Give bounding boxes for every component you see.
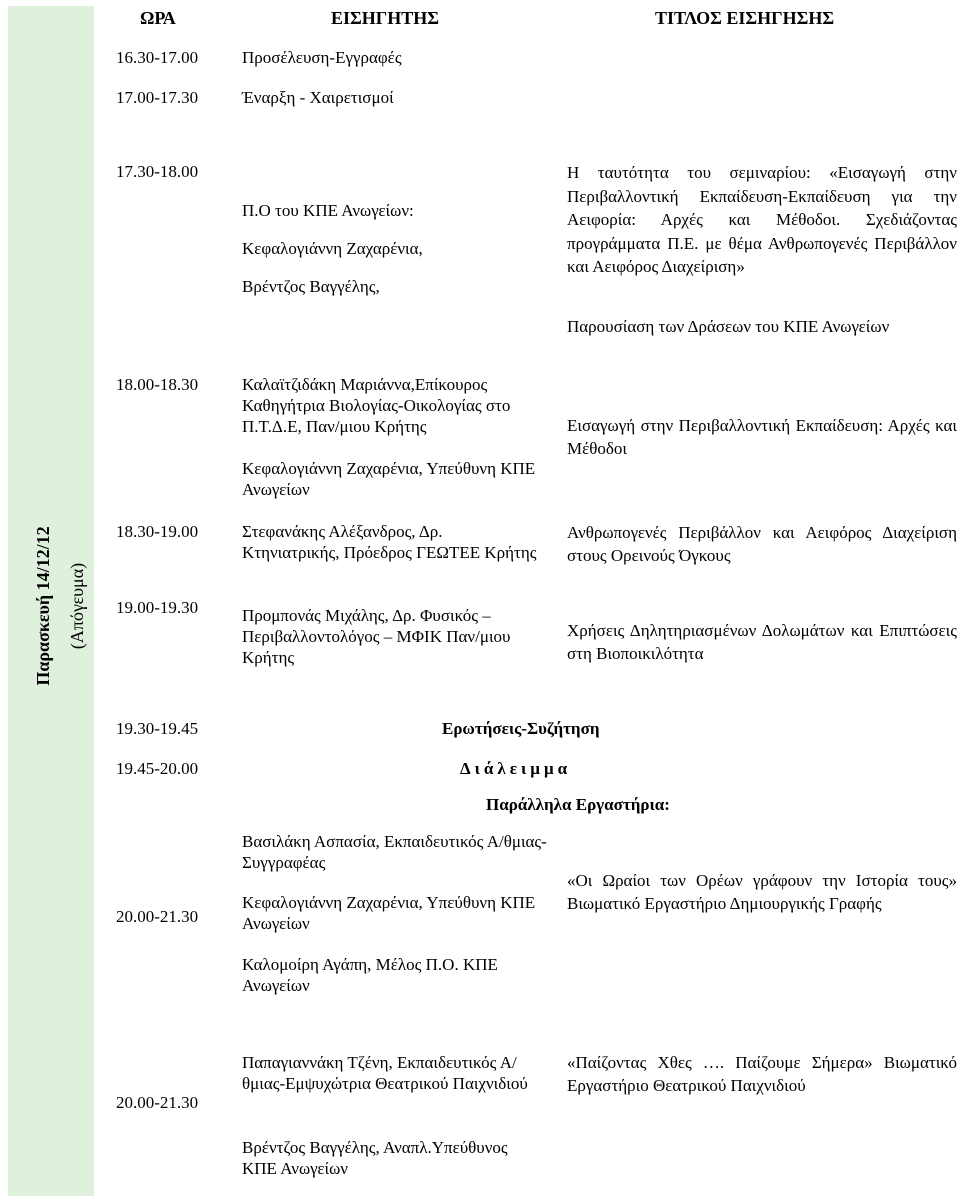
row-speaker-line: Παπαγιαννάκη Τζένη, Εκπαιδευτικός Α/θμιας-Εμψυχώτρια Θεατρικού Παιχνιδιού bbox=[242, 1053, 528, 1093]
day-sidebar bbox=[8, 6, 94, 1196]
row-speaker-line: Βρέντζος Βαγγέλης, Αναπλ.Υπεύθυνος ΚΠΕ Ανωγείων bbox=[242, 1138, 508, 1178]
row-speaker-line: Κεφαλογιάννη Ζαχαρένια, bbox=[242, 239, 423, 258]
sidebar-period: (Απόγευμα) bbox=[67, 562, 87, 650]
header-time: ΩΡΑ bbox=[140, 8, 176, 28]
row-speaker: Προσέλευση-Εγγραφές bbox=[242, 48, 402, 67]
row-title: Ανθρωπογενές Περιβάλλον και Αειφόρος Διαχείριση στους Ορεινούς Όγκους bbox=[567, 523, 957, 565]
row-time: 17.00-17.30 bbox=[116, 88, 199, 107]
row-time: 17.30-18.00 bbox=[116, 162, 199, 181]
row-speaker-line: Καλομοίρη Αγάπη, Μέλος Π.Ο. ΚΠΕ Ανωγείων bbox=[242, 955, 498, 995]
row-title: «Παίζοντας Χθες …. Παίζουμε Σήμερα» Βιωματικό Εργαστήριο Θεατρικού Παιχνιδιού bbox=[567, 1053, 957, 1095]
row-speaker: Προμπονάς Μιχάλης, Δρ. Φυσικός – Περιβαλλοντολόγος – ΜΦΙΚ Παν/μιου Κρήτης bbox=[242, 606, 511, 667]
row-speaker: Στεφανάκης Αλέξανδρος, Δρ. Κτηνιατρικής, Πρόεδρος ΓΕΩΤΕΕ Κρήτης bbox=[242, 522, 537, 562]
section-heading: Παράλληλα Εργαστήρια: bbox=[486, 795, 670, 814]
row-title: Η ταυτότητα του σεμιναρίου: «Εισαγωγή στην Περιβαλλοντική Εκπαίδευση-Εκπαίδευση για την Αειφορία: Αρχές και Μέθοδοι. Σχεδιάζοντας προγράμματα Π.Ε. με θέμα Ανθρωπογενές Περιβάλλον και Αειφόρος Διαχείριση» bbox=[567, 163, 957, 276]
row-time: 20.00-21.30 bbox=[116, 907, 199, 926]
row-speaker: Έναρξη - Χαιρετισμοί bbox=[242, 88, 394, 107]
row-time: 19.00-19.30 bbox=[116, 598, 199, 617]
row-title: Διάλειμμα bbox=[460, 759, 572, 778]
row-time: 19.30-19.45 bbox=[116, 719, 199, 738]
row-time: 16.30-17.00 bbox=[116, 48, 199, 67]
row-speaker-line: Π.Ο του ΚΠΕ Ανωγείων: bbox=[242, 201, 414, 220]
row-title: Χρήσεις Δηλητηριασμένων Δολωμάτων και Επιπτώσεις στη Βιοποικιλότητα bbox=[567, 621, 957, 663]
row-speaker-line: Βασιλάκη Ασπασία, Εκπαιδευτικός Α/θμιας- Συγγραφέας bbox=[242, 832, 547, 872]
row-time: 18.00-18.30 bbox=[116, 375, 199, 394]
row-title: Ερωτήσεις-Συζήτηση bbox=[442, 719, 600, 738]
header-speaker: ΕΙΣΗΓΗΤΗΣ bbox=[331, 8, 440, 28]
sidebar-day: Παρασκευή 14/12/12 bbox=[33, 526, 53, 686]
row-title: Εισαγωγή στην Περιβαλλοντική Εκπαίδευση: Αρχές και Μέθοδοι bbox=[567, 416, 957, 458]
header-title: ΤΙΤΛΟΣ ΕΙΣΗΓΗΣΗΣ bbox=[655, 8, 835, 28]
row-time: 20.00-21.30 bbox=[116, 1093, 199, 1112]
row-speaker-line: Βρέντζος Βαγγέλης, bbox=[242, 277, 380, 296]
row-time: 19.45-20.00 bbox=[116, 759, 199, 778]
row-speaker-line: Κεφαλογιάννη Ζαχαρένια, Υπεύθυνη ΚΠΕ Ανωγείων bbox=[242, 459, 536, 499]
row-speaker-line: Κεφαλογιάννη Ζαχαρένια, Υπεύθυνη ΚΠΕ Ανωγείων bbox=[242, 893, 536, 933]
row-title: «Οι Ωραίοι των Ορέων γράφουν την Ιστορία τους» Βιωματικό Εργαστήριο Δημιουργικής Γραφής bbox=[567, 871, 957, 913]
row-time: 18.30-19.00 bbox=[116, 522, 199, 541]
row-title-secondary: Παρουσίαση των Δράσεων του ΚΠΕ Ανωγείων bbox=[567, 317, 890, 336]
day-label bbox=[26, 526, 94, 685]
row-speaker-line: Καλαϊτζιδάκη Μαριάννα,Επίκουρος Καθηγήτρια Βιολογίας-Οικολογίας στο Π.Τ.Δ.Ε, Παν/μιου Κρήτης bbox=[242, 375, 511, 436]
